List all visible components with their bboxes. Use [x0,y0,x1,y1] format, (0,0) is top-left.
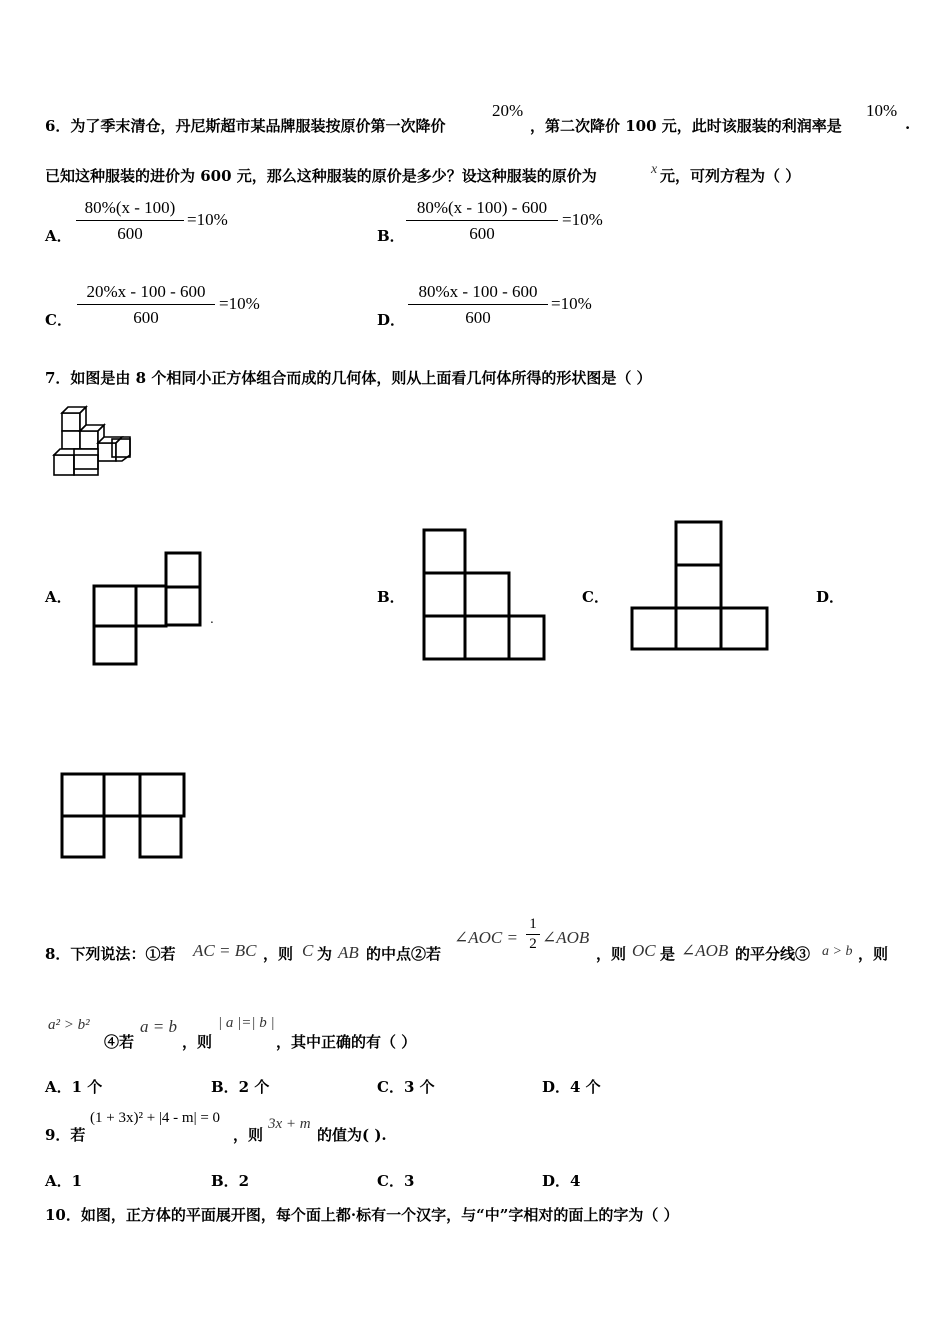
q8-m10: | a |=| b | [218,1015,275,1031]
q9-t3: 的值为( ). [317,1126,387,1144]
q6-option-d-denominator: 600 [465,308,491,327]
q7-option-d-label: D． [816,588,845,606]
q8-angle-lhs: ∠AOC = [454,928,518,947]
q8-m3: AB [338,943,359,962]
q7-option-a-figure [90,550,220,668]
q8-t2: ，则 [263,945,294,963]
q8-t5: ，则 [596,945,627,963]
q8-option-c: C．3 个 [377,1078,435,1096]
q7-solid-figure [50,405,134,477]
q6-option-b-fraction [406,198,558,244]
q9-option-c: C．3 [377,1172,415,1190]
q6-option-a-numerator: 80%(x - 100) [76,198,184,221]
q8-t6: 是 [660,945,676,963]
q6-line2-b: 元，可列方程为（ ） [660,167,801,185]
q6-option-d-numerator: 80%x - 100 - 600 [408,282,548,305]
q8-t9: ④若 [104,1033,135,1051]
q8-t8: ，则 [858,945,889,963]
q9-option-d: D．4 [542,1172,581,1190]
q6-option-a-denominator: 600 [117,224,143,243]
q6-line1-end: . [905,115,911,133]
q9-option-b: B．2 [211,1172,250,1190]
q8-half-denominator: 2 [529,936,537,952]
q6-option-a-label: A． [45,227,72,245]
q7-option-a-dot: . [210,612,214,626]
q6-pct20: 20% [492,101,524,120]
q6-option-d-fraction [408,282,548,328]
q9-expr2: 3x + m [268,1116,311,1132]
q6-line1-b: ，第二次降价 100 元，此时该服装的利润率是 [530,117,842,135]
q8-angle-rhs: ∠AOB [542,928,590,947]
q7-option-d-figure [58,770,190,862]
q7-text: 7．如图是由 8 个相同小正方体组合而成的几何体，则从上面看几何体所得的形状图是（ ） [45,369,652,387]
q7-option-a-label: A． [45,588,72,606]
q8-m6: ∠AOB [681,941,729,960]
q6-option-b-rhs: =10% [562,210,603,229]
q8-m7: a > b [822,944,853,959]
q8-l2-expr: a² > b² [48,1017,90,1033]
q8-option-a: A．1 个 [45,1078,103,1096]
q6-var-x: x [651,162,658,177]
q8-t4: 的中点②若 [366,945,442,963]
q7-option-c-label: C． [582,588,609,606]
q8-t7: 的平分线③ [735,945,811,963]
q8-t1: 8．下列说法：①若 [45,945,176,963]
q7-option-b-figure [420,527,548,663]
q8-t11: ，其中正确的有（ ） [276,1033,417,1051]
q6-option-a-rhs: =10% [187,210,228,229]
q6-option-d-label: D． [377,311,406,329]
q6-line1-a: 6．为了季末清仓，丹尼斯超市某品牌服装按原价第一次降价 [45,117,446,135]
q8-m2: C [302,941,314,960]
q6-option-a-fraction [76,198,184,244]
q9-option-a: A．1 [45,1172,83,1190]
q6-option-c-denominator: 600 [133,308,159,327]
q8-option-d: D．4 个 [542,1078,601,1096]
q8-m5: OC [632,941,656,960]
q6-option-c-fraction [77,282,215,328]
q6-option-d-rhs: =10% [551,294,592,313]
q6-option-b-denominator: 600 [469,224,495,243]
q8-m1: AC = BC [193,941,257,960]
q6-option-b-numerator: 80%(x - 100) - 600 [406,198,558,221]
q9-expr: (1 + 3x)² + |4 - m| = 0 [90,1110,221,1126]
q6-line2-a: 已知这种服装的进价为 600 元，那么这种服装的原价是多少？设这种服装的原价为 [45,167,597,185]
q8-half-numerator: 1 [526,916,540,935]
q6-option-c-rhs: =10% [219,294,260,313]
q6-option-c-label: C． [45,311,72,329]
q8-half-fraction [526,916,540,953]
q6-option-b-label: B． [377,227,405,245]
q8-t3: 为 [317,945,333,963]
q8-option-b: B．2 个 [211,1078,270,1096]
q6-pct10: 10% [866,101,898,120]
q8-m9: a = b [140,1017,177,1036]
q10-text: 10．如图，正方体的平面展开图，每个面上都·标有一个汉字，与“中”字相对的面上的字为（ ） [45,1206,679,1224]
q9-t2: ，则 [233,1126,264,1144]
q6-option-c-numerator: 20%x - 100 - 600 [77,282,215,305]
q7-option-c-figure [628,518,772,654]
q9-t1: 9．若 [45,1126,86,1144]
q7-option-b-label: B． [377,588,405,606]
q8-t10: ，则 [182,1033,213,1051]
